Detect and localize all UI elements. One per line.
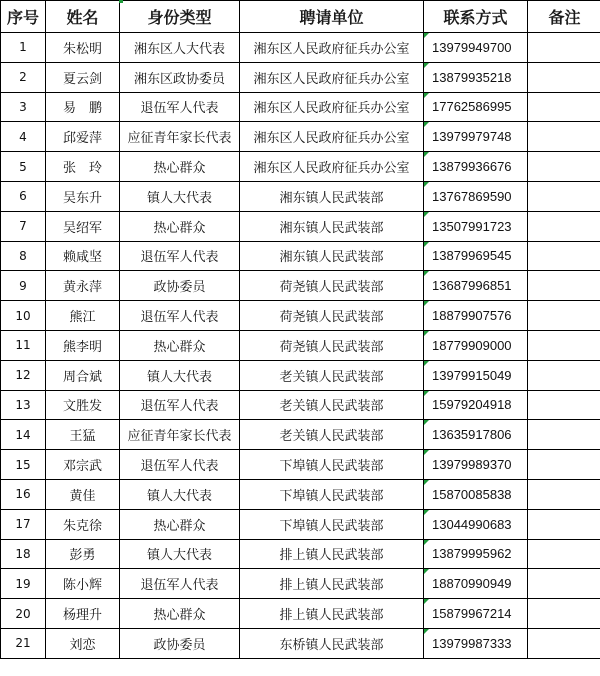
cell-phone[interactable]: 13879935218 (424, 62, 528, 92)
cell-seq[interactable]: 1 (1, 33, 46, 63)
cell-seq[interactable]: 5 (1, 152, 46, 182)
table-row (1, 360, 600, 390)
cell-name[interactable]: 文胜发 (46, 390, 120, 420)
cell-name[interactable]: 黄永萍 (46, 271, 120, 301)
cell-unit[interactable]: 湘东区人民政府征兵办公室 (240, 122, 424, 152)
cell-seq[interactable]: 3 (1, 92, 46, 122)
cell-identity[interactable]: 退伍军人代表 (120, 450, 240, 480)
cell-identity[interactable]: 退伍军人代表 (120, 390, 240, 420)
cell-name[interactable]: 朱克徐 (46, 509, 120, 539)
table-row (1, 92, 600, 122)
table-row (1, 330, 600, 360)
cell-unit[interactable]: 荷尧镇人民武装部 (240, 271, 424, 301)
cell-seq[interactable]: 17 (1, 509, 46, 539)
cell-identity[interactable]: 退伍军人代表 (120, 241, 240, 271)
cell-seq[interactable]: 12 (1, 360, 46, 390)
cell-phone[interactable]: 13635917806 (424, 420, 528, 450)
cell-note[interactable] (528, 62, 600, 92)
cell-seq[interactable]: 19 (1, 569, 46, 599)
cell-note[interactable] (528, 628, 600, 658)
cell-seq[interactable]: 21 (1, 628, 46, 658)
cell-note[interactable] (528, 599, 600, 629)
cell-phone[interactable]: 18870990949 (424, 569, 528, 599)
cell-phone[interactable]: 15870085838 (424, 479, 528, 509)
cell-phone[interactable]: 13687996851 (424, 271, 528, 301)
cell-unit[interactable]: 排上镇人民武装部 (240, 539, 424, 569)
cell-name[interactable]: 邓宗武 (46, 450, 120, 480)
table-row (1, 569, 600, 599)
table-row (1, 181, 600, 211)
cell-note[interactable] (528, 479, 600, 509)
cell-unit[interactable]: 湘东镇人民武装部 (240, 181, 424, 211)
cell-name[interactable]: 熊李明 (46, 330, 120, 360)
cell-phone[interactable]: 13979979748 (424, 122, 528, 152)
cell-seq[interactable]: 9 (1, 271, 46, 301)
cell-identity[interactable]: 镇人大代表 (120, 539, 240, 569)
cell-note[interactable] (528, 211, 600, 241)
cell-identity[interactable]: 退伍军人代表 (120, 569, 240, 599)
table-row (1, 450, 600, 480)
cell-seq[interactable]: 13 (1, 390, 46, 420)
cell-identity[interactable]: 镇人大代表 (120, 181, 240, 211)
cell-phone[interactable]: 13507991723 (424, 211, 528, 241)
header-name[interactable]: 姓名 (46, 1, 120, 33)
cell-name[interactable]: 张 玲 (46, 152, 120, 182)
table-header (1, 1, 600, 33)
cell-phone[interactable]: 17762586995 (424, 92, 528, 122)
table-row (1, 122, 600, 152)
cell-note[interactable] (528, 301, 600, 331)
header-seq[interactable]: 序号 (1, 1, 46, 33)
cell-name[interactable]: 朱松明 (46, 33, 120, 63)
cell-unit[interactable]: 湘东区人民政府征兵办公室 (240, 62, 424, 92)
column-selection-marker (119, 0, 123, 3)
table-row (1, 539, 600, 569)
cell-note[interactable] (528, 152, 600, 182)
cell-phone[interactable]: 18779909000 (424, 330, 528, 360)
cell-seq[interactable]: 11 (1, 330, 46, 360)
table-row (1, 62, 600, 92)
table-row (1, 211, 600, 241)
cell-note[interactable] (528, 122, 600, 152)
cell-identity[interactable]: 政协委员 (120, 271, 240, 301)
cell-unit[interactable]: 老关镇人民武装部 (240, 360, 424, 390)
cell-name[interactable]: 王猛 (46, 420, 120, 450)
cell-name[interactable]: 陈小辉 (46, 569, 120, 599)
table-row (1, 301, 600, 331)
cell-name[interactable]: 夏云剑 (46, 62, 120, 92)
cell-unit[interactable]: 下埠镇人民武装部 (240, 509, 424, 539)
cell-unit[interactable]: 老关镇人民武装部 (240, 420, 424, 450)
cell-phone[interactable]: 13767869590 (424, 181, 528, 211)
cell-identity[interactable]: 热心群众 (120, 211, 240, 241)
cell-identity[interactable]: 应征青年家长代表 (120, 122, 240, 152)
cell-phone[interactable]: 13979915049 (424, 360, 528, 390)
cell-note[interactable] (528, 509, 600, 539)
cell-identity[interactable]: 镇人大代表 (120, 479, 240, 509)
cell-identity[interactable]: 热心群众 (120, 599, 240, 629)
cell-name[interactable]: 杨理升 (46, 599, 120, 629)
cell-note[interactable] (528, 181, 600, 211)
cell-unit[interactable]: 湘东镇人民武装部 (240, 241, 424, 271)
table-row (1, 420, 600, 450)
cell-phone[interactable]: 15979204918 (424, 390, 528, 420)
cell-unit[interactable]: 湘东镇人民武装部 (240, 211, 424, 241)
cell-unit[interactable]: 荷尧镇人民武装部 (240, 301, 424, 331)
cell-name[interactable]: 黄佳 (46, 479, 120, 509)
table-body (1, 33, 600, 659)
table-row (1, 241, 600, 271)
cell-seq[interactable]: 10 (1, 301, 46, 331)
header-phone[interactable]: 联系方式 (424, 1, 528, 33)
header-note[interactable]: 备注 (528, 1, 600, 33)
cell-phone[interactable]: 13879936676 (424, 152, 528, 182)
cell-phone[interactable]: 13979987333 (424, 628, 528, 658)
table-row (1, 271, 600, 301)
cell-name[interactable]: 熊江 (46, 301, 120, 331)
cell-identity[interactable]: 应征青年家长代表 (120, 420, 240, 450)
cell-note[interactable] (528, 539, 600, 569)
cell-identity[interactable]: 湘东区政协委员 (120, 62, 240, 92)
cell-identity[interactable]: 热心群众 (120, 509, 240, 539)
cell-identity[interactable]: 湘东区人大代表 (120, 33, 240, 63)
table-row (1, 628, 600, 658)
cell-note[interactable] (528, 569, 600, 599)
cell-unit[interactable]: 荷尧镇人民武装部 (240, 330, 424, 360)
cell-phone[interactable]: 15879967214 (424, 599, 528, 629)
cell-note[interactable] (528, 450, 600, 480)
cell-note[interactable] (528, 241, 600, 271)
cell-seq[interactable]: 6 (1, 181, 46, 211)
cell-name[interactable]: 邱爱萍 (46, 122, 120, 152)
cell-unit[interactable]: 排上镇人民武装部 (240, 569, 424, 599)
header-identity[interactable]: 身份类型 (120, 1, 240, 33)
cell-identity[interactable]: 退伍军人代表 (120, 92, 240, 122)
cell-name[interactable]: 吴绍军 (46, 211, 120, 241)
cell-name[interactable]: 彭勇 (46, 539, 120, 569)
cell-seq[interactable]: 8 (1, 241, 46, 271)
cell-phone[interactable]: 13879995962 (424, 539, 528, 569)
table-row (1, 152, 600, 182)
cell-seq[interactable]: 15 (1, 450, 46, 480)
cell-phone[interactable]: 18879907576 (424, 301, 528, 331)
table-row (1, 599, 600, 629)
cell-unit[interactable]: 下埠镇人民武装部 (240, 479, 424, 509)
cell-unit[interactable]: 湘东区人民政府征兵办公室 (240, 152, 424, 182)
cell-seq[interactable]: 7 (1, 211, 46, 241)
cell-note[interactable] (528, 360, 600, 390)
cell-unit[interactable]: 老关镇人民武装部 (240, 390, 424, 420)
cell-name[interactable]: 吴东升 (46, 181, 120, 211)
cell-seq[interactable]: 18 (1, 539, 46, 569)
cell-identity[interactable]: 热心群众 (120, 330, 240, 360)
header-unit[interactable]: 聘请单位 (240, 1, 424, 33)
cell-name[interactable]: 周合斌 (46, 360, 120, 390)
table-row (1, 509, 600, 539)
table-row (1, 479, 600, 509)
cell-seq[interactable]: 14 (1, 420, 46, 450)
cell-phone[interactable]: 13979949700 (424, 33, 528, 63)
cell-note[interactable] (528, 420, 600, 450)
header-row (1, 1, 600, 33)
cell-unit[interactable]: 东桥镇人民武装部 (240, 628, 424, 658)
cell-seq[interactable]: 4 (1, 122, 46, 152)
cell-phone[interactable]: 13879969545 (424, 241, 528, 271)
cell-identity[interactable]: 政协委员 (120, 628, 240, 658)
cell-unit[interactable]: 湘东区人民政府征兵办公室 (240, 92, 424, 122)
cell-phone[interactable]: 13044990683 (424, 509, 528, 539)
cell-unit[interactable]: 排上镇人民武装部 (240, 599, 424, 629)
table-row (1, 33, 600, 63)
cell-name[interactable]: 易 鹏 (46, 92, 120, 122)
cell-note[interactable] (528, 92, 600, 122)
cell-unit[interactable]: 湘东区人民政府征兵办公室 (240, 33, 424, 63)
cell-note[interactable] (528, 390, 600, 420)
cell-note[interactable] (528, 330, 600, 360)
cell-name[interactable]: 赖咸坚 (46, 241, 120, 271)
cell-seq[interactable]: 16 (1, 479, 46, 509)
cell-seq[interactable]: 2 (1, 62, 46, 92)
cell-phone[interactable]: 13979989370 (424, 450, 528, 480)
cell-note[interactable] (528, 33, 600, 63)
cell-identity[interactable]: 退伍军人代表 (120, 301, 240, 331)
cell-identity[interactable]: 热心群众 (120, 152, 240, 182)
table-row (1, 390, 600, 420)
cell-identity[interactable]: 镇人大代表 (120, 360, 240, 390)
cell-seq[interactable]: 20 (1, 599, 46, 629)
cell-unit[interactable]: 下埠镇人民武装部 (240, 450, 424, 480)
cell-name[interactable]: 刘恋 (46, 628, 120, 658)
cell-note[interactable] (528, 271, 600, 301)
